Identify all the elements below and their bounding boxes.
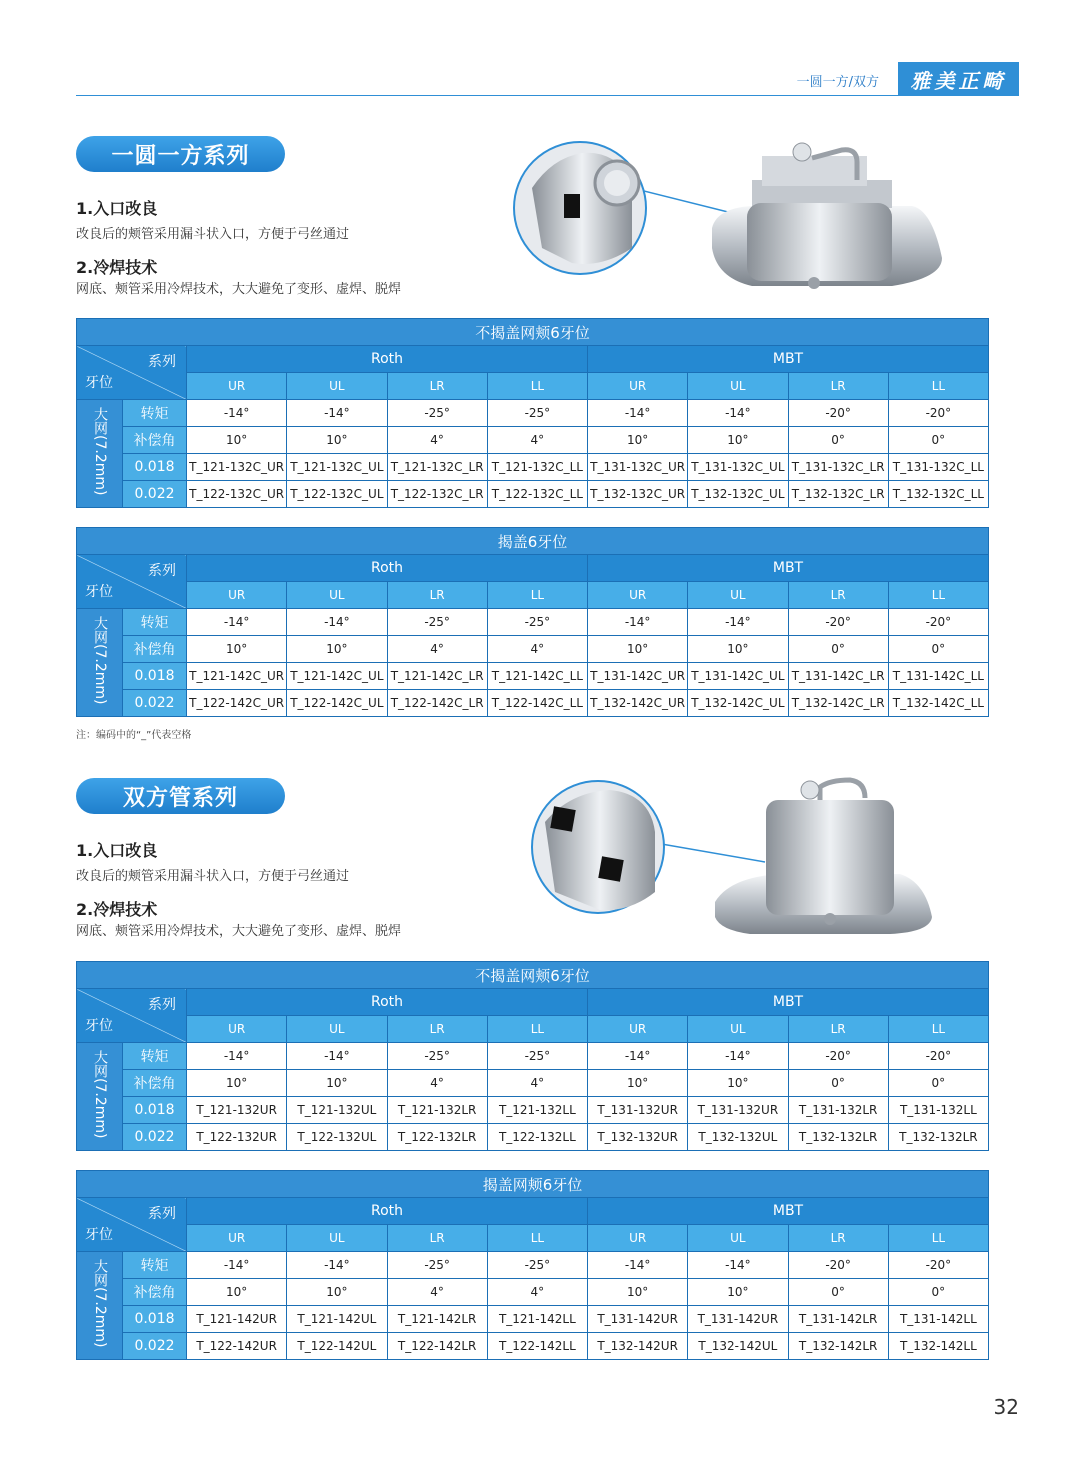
table-cell: -20° — [788, 1252, 888, 1279]
position-header: UL — [688, 1225, 788, 1252]
table-cell: 10° — [187, 636, 287, 663]
group-header-roth: Roth — [187, 1198, 588, 1225]
feature-title: 2.冷焊技术 — [76, 900, 158, 919]
table-cell: T_132-132C_LL — [888, 481, 988, 508]
table-cell: T_121-142C_LL — [487, 663, 587, 690]
table-cell: T_132-132C_UR — [588, 481, 688, 508]
table-row — [77, 454, 989, 481]
table-cell: -14° — [588, 400, 688, 427]
group-header-mbt: MBT — [588, 1198, 989, 1225]
table-cell: -14° — [688, 400, 788, 427]
spec-table-double-square-uncovered — [76, 961, 989, 1151]
table-cell: -20° — [788, 1043, 888, 1070]
table-cell: T_131-132UR — [688, 1097, 788, 1124]
table-cell: T_132-142C_UR — [588, 690, 688, 717]
table-cell: T_122-142C_LR — [387, 690, 487, 717]
position-header: UR — [187, 1225, 287, 1252]
table-cell: T_122-142C_UL — [287, 690, 387, 717]
table-cell: 10° — [187, 1070, 287, 1097]
header-rule — [76, 95, 1019, 96]
corner-position-label: 牙位 — [85, 1227, 113, 1243]
table-cell: -25° — [387, 609, 487, 636]
table-title: 揭盖网颊6牙位 — [77, 1171, 989, 1198]
position-header: LR — [387, 373, 487, 400]
table-cell: T_131-142C_LL — [888, 663, 988, 690]
table-cell: 4° — [487, 636, 587, 663]
position-header: LL — [487, 582, 587, 609]
table-cell: T_121-142UR — [187, 1306, 287, 1333]
section-title-round-square: 一圆一方系列 — [76, 136, 285, 172]
table-cell: 4° — [387, 427, 487, 454]
table-cell: T_122-132C_LR — [387, 481, 487, 508]
position-header: LR — [788, 373, 888, 400]
table-cell: T_131-142C_LR — [788, 663, 888, 690]
table-cell: -20° — [888, 1252, 988, 1279]
table-cell: T_121-132LL — [487, 1097, 587, 1124]
row-label: 0.022 — [123, 690, 187, 717]
table-cell: T_121-132C_LL — [487, 454, 587, 481]
group-header-mbt: MBT — [588, 989, 989, 1016]
table-title: 揭盖6牙位 — [77, 528, 989, 555]
table-cell: T_122-142LR — [387, 1333, 487, 1360]
table-cell: T_132-132C_UL — [688, 481, 788, 508]
table-cell: T_121-142LR — [387, 1306, 487, 1333]
table-cell: 0° — [888, 427, 988, 454]
table-cell: 10° — [588, 427, 688, 454]
buccal-tube-round-square-illustration — [512, 128, 952, 298]
table-cell: -20° — [788, 400, 888, 427]
table-cell: 10° — [688, 1279, 788, 1306]
table-title: 不揭盖网颊6牙位 — [77, 962, 989, 989]
table-cell: T_121-142C_UL — [287, 663, 387, 690]
row-label: 补偿角 — [123, 636, 187, 663]
table-cell: T_121-132C_UL — [287, 454, 387, 481]
position-header: LL — [888, 1016, 988, 1043]
table-cell: 10° — [688, 1070, 788, 1097]
table-cell: -14° — [187, 1043, 287, 1070]
row-label: 补偿角 — [123, 427, 187, 454]
table-cell: 0° — [888, 1279, 988, 1306]
table-cell: T_121-142UL — [287, 1306, 387, 1333]
table-cell: -14° — [187, 1252, 287, 1279]
section-title-double-square: 双方管系列 — [76, 778, 285, 814]
row-label: 0.022 — [123, 1333, 187, 1360]
table-cell: 4° — [487, 1070, 587, 1097]
table-cell: 10° — [588, 636, 688, 663]
row-label: 补偿角 — [123, 1279, 187, 1306]
table-cell: T_121-132C_UR — [187, 454, 287, 481]
feature-desc: 改良后的颊管采用漏斗状入口，方便于弓丝通过 — [76, 869, 350, 884]
position-header: LL — [487, 1016, 587, 1043]
table-cell: 10° — [688, 636, 788, 663]
position-header: UL — [688, 373, 788, 400]
table-row — [77, 400, 989, 427]
table-cell: -25° — [487, 1252, 587, 1279]
table-cell: -14° — [187, 400, 287, 427]
table-cell: 10° — [287, 636, 387, 663]
table-cell: T_122-132UR — [187, 1124, 287, 1151]
row-label: 0.018 — [123, 1097, 187, 1124]
table-cell: T_122-142LL — [487, 1333, 587, 1360]
vertical-mesh-label: 大网(7.2mm) — [77, 400, 123, 508]
row-label: 0.022 — [123, 1124, 187, 1151]
table-cell: T_131-132UR — [588, 1097, 688, 1124]
table-cell: T_132-142UR — [588, 1333, 688, 1360]
table-row — [77, 663, 989, 690]
group-header-roth: Roth — [187, 989, 588, 1016]
table-cell: 4° — [387, 1279, 487, 1306]
page-header — [76, 62, 1019, 96]
table-cell: T_132-142LL — [888, 1333, 988, 1360]
code-note: 注：编码中的“_”代表空格 — [76, 730, 192, 741]
table-cell: 0° — [788, 1070, 888, 1097]
position-header: LR — [788, 582, 888, 609]
table-cell: 0° — [888, 636, 988, 663]
table-cell: T_131-132C_LL — [888, 454, 988, 481]
table-cell: -14° — [688, 1043, 788, 1070]
table-cell: T_122-132C_UL — [287, 481, 387, 508]
row-label: 转矩 — [123, 400, 187, 427]
brand-logo: 雅美正畸 — [898, 62, 1019, 96]
table-row — [77, 690, 989, 717]
table-row — [77, 1124, 989, 1151]
row-label: 0.018 — [123, 663, 187, 690]
table-cell: T_132-142UL — [688, 1333, 788, 1360]
table-title: 不揭盖网颊6牙位 — [77, 319, 989, 346]
row-label: 0.018 — [123, 454, 187, 481]
table-cell: -25° — [387, 1043, 487, 1070]
table-row — [77, 1043, 989, 1070]
table-cell: -20° — [788, 609, 888, 636]
table-cell: T_132-132LR — [788, 1124, 888, 1151]
table-cell: T_131-142LL — [888, 1306, 988, 1333]
table-cell: T_131-142C_UL — [688, 663, 788, 690]
row-label: 补偿角 — [123, 1070, 187, 1097]
feature-desc: 改良后的颊管采用漏斗状入口，方便于弓丝通过 — [76, 227, 350, 242]
position-header: LL — [888, 1225, 988, 1252]
table-cell: T_122-142UR — [187, 1333, 287, 1360]
position-header: UR — [187, 582, 287, 609]
table-cell: T_132-142LR — [788, 1333, 888, 1360]
table-cell: T_132-132LR — [888, 1124, 988, 1151]
position-header: LR — [788, 1225, 888, 1252]
table-cell: 4° — [487, 427, 587, 454]
group-header-roth: Roth — [187, 555, 588, 582]
position-header: UR — [588, 582, 688, 609]
table-corner — [77, 989, 187, 1043]
table-cell: -25° — [387, 1252, 487, 1279]
position-header: UR — [588, 1016, 688, 1043]
table-cell: 0° — [788, 427, 888, 454]
table-cell: -14° — [287, 400, 387, 427]
table-cell: T_131-132C_UR — [588, 454, 688, 481]
corner-series-label: 系列 — [148, 1206, 176, 1222]
table-cell: 10° — [287, 427, 387, 454]
row-label: 转矩 — [123, 609, 187, 636]
position-header: LL — [888, 373, 988, 400]
table-cell: 10° — [588, 1070, 688, 1097]
table-cell: T_131-142UR — [688, 1306, 788, 1333]
vertical-mesh-label: 大网(7.2mm) — [77, 609, 123, 717]
table-cell: -14° — [588, 609, 688, 636]
table-cell: -25° — [387, 400, 487, 427]
position-header: LL — [888, 582, 988, 609]
table-cell: T_122-132C_LL — [487, 481, 587, 508]
feature-desc: 网底、颊管采用冷焊技术，大大避免了变形、虚焊、脱焊 — [76, 282, 402, 297]
table-cell: 10° — [588, 1279, 688, 1306]
breadcrumb: 一圆一方/双方 — [796, 75, 879, 90]
feature-title: 2.冷焊技术 — [76, 258, 158, 277]
table-cell: T_121-132UR — [187, 1097, 287, 1124]
table-row — [77, 1333, 989, 1360]
table-cell: -14° — [688, 1252, 788, 1279]
table-row — [77, 481, 989, 508]
table-cell: -20° — [888, 400, 988, 427]
table-cell: T_121-142LL — [487, 1306, 587, 1333]
position-header: UR — [187, 1016, 287, 1043]
row-label: 0.022 — [123, 481, 187, 508]
corner-series-label: 系列 — [148, 997, 176, 1013]
table-cell: T_122-142C_LL — [487, 690, 587, 717]
position-header: UL — [287, 582, 387, 609]
table-cell: T_132-142C_LR — [788, 690, 888, 717]
table-row — [77, 1306, 989, 1333]
table-cell: T_121-132C_LR — [387, 454, 487, 481]
table-cell: 10° — [688, 427, 788, 454]
table-cell: T_121-132UL — [287, 1097, 387, 1124]
table-cell: T_131-132C_UL — [688, 454, 788, 481]
spec-table-round-square-uncovered — [76, 318, 989, 508]
table-cell: 4° — [487, 1279, 587, 1306]
position-header: UL — [688, 582, 788, 609]
corner-position-label: 牙位 — [85, 375, 113, 391]
position-header: UL — [287, 1225, 387, 1252]
position-header: LL — [487, 1225, 587, 1252]
page-number: 32 — [993, 1395, 1019, 1419]
table-cell: T_122-142UL — [287, 1333, 387, 1360]
table-cell: T_121-142C_LR — [387, 663, 487, 690]
table-cell: T_122-142C_UR — [187, 690, 287, 717]
vertical-mesh-label: 大网(7.2mm) — [77, 1252, 123, 1360]
group-header-roth: Roth — [187, 346, 588, 373]
table-cell: T_131-142UR — [588, 1306, 688, 1333]
table-cell: -14° — [588, 1043, 688, 1070]
table-cell: T_132-132UR — [588, 1124, 688, 1151]
table-cell: -25° — [487, 400, 587, 427]
table-cell: 0° — [888, 1070, 988, 1097]
table-cell: T_132-142C_UL — [688, 690, 788, 717]
vertical-mesh-label: 大网(7.2mm) — [77, 1043, 123, 1151]
position-header: UR — [187, 373, 287, 400]
table-cell: T_131-132C_LR — [788, 454, 888, 481]
position-header: LR — [387, 582, 487, 609]
table-cell: -14° — [287, 609, 387, 636]
table-cell: -20° — [888, 609, 988, 636]
table-corner — [77, 346, 187, 400]
table-cell: T_132-132UL — [688, 1124, 788, 1151]
spec-table-round-square-covered — [76, 527, 989, 717]
table-cell: 10° — [287, 1279, 387, 1306]
table-cell: T_131-132LR — [788, 1097, 888, 1124]
table-cell: -14° — [688, 609, 788, 636]
position-header: UL — [688, 1016, 788, 1043]
table-row — [77, 427, 989, 454]
position-header: UR — [588, 373, 688, 400]
table-corner — [77, 555, 187, 609]
table-cell: -14° — [287, 1043, 387, 1070]
table-cell: T_122-132C_UR — [187, 481, 287, 508]
table-corner — [77, 1198, 187, 1252]
position-header: LR — [387, 1016, 487, 1043]
table-row — [77, 1097, 989, 1124]
corner-position-label: 牙位 — [85, 1018, 113, 1034]
table-row — [77, 636, 989, 663]
row-label: 转矩 — [123, 1043, 187, 1070]
table-cell: -25° — [487, 1043, 587, 1070]
table-cell: 4° — [387, 1070, 487, 1097]
table-row — [77, 1070, 989, 1097]
table-cell: T_131-142C_UR — [588, 663, 688, 690]
position-header: LR — [387, 1225, 487, 1252]
table-cell: T_122-132LR — [387, 1124, 487, 1151]
row-label: 转矩 — [123, 1252, 187, 1279]
table-cell: -20° — [888, 1043, 988, 1070]
corner-series-label: 系列 — [148, 563, 176, 579]
table-row — [77, 1279, 989, 1306]
table-row — [77, 1252, 989, 1279]
position-header: UR — [588, 1225, 688, 1252]
position-header: UL — [287, 1016, 387, 1043]
corner-series-label: 系列 — [148, 354, 176, 370]
table-cell: T_121-132LR — [387, 1097, 487, 1124]
table-cell: T_122-132UL — [287, 1124, 387, 1151]
corner-position-label: 牙位 — [85, 584, 113, 600]
table-cell: 0° — [788, 636, 888, 663]
group-header-mbt: MBT — [588, 346, 989, 373]
table-cell: 10° — [287, 1070, 387, 1097]
buccal-tube-double-square-illustration — [530, 772, 940, 940]
table-cell: T_122-132LL — [487, 1124, 587, 1151]
position-header: LL — [487, 373, 587, 400]
table-cell: -14° — [287, 1252, 387, 1279]
spec-table-double-square-covered — [76, 1170, 989, 1360]
table-cell: -25° — [487, 609, 587, 636]
row-label: 0.018 — [123, 1306, 187, 1333]
position-header: UL — [287, 373, 387, 400]
table-cell: T_131-132LL — [888, 1097, 988, 1124]
table-row — [77, 609, 989, 636]
table-cell: -14° — [187, 609, 287, 636]
table-cell: 10° — [187, 1279, 287, 1306]
table-cell: T_121-142C_UR — [187, 663, 287, 690]
feature-desc: 网底、颊管采用冷焊技术，大大避免了变形、虚焊、脱焊 — [76, 924, 402, 939]
table-cell: T_132-142C_LL — [888, 690, 988, 717]
table-cell: 0° — [788, 1279, 888, 1306]
feature-title: 1.入口改良 — [76, 199, 158, 218]
table-cell: T_131-142LR — [788, 1306, 888, 1333]
feature-title: 1.入口改良 — [76, 841, 158, 860]
table-cell: 10° — [187, 427, 287, 454]
table-cell: T_132-132C_LR — [788, 481, 888, 508]
table-cell: 4° — [387, 636, 487, 663]
group-header-mbt: MBT — [588, 555, 989, 582]
table-cell: -14° — [588, 1252, 688, 1279]
position-header: LR — [788, 1016, 888, 1043]
